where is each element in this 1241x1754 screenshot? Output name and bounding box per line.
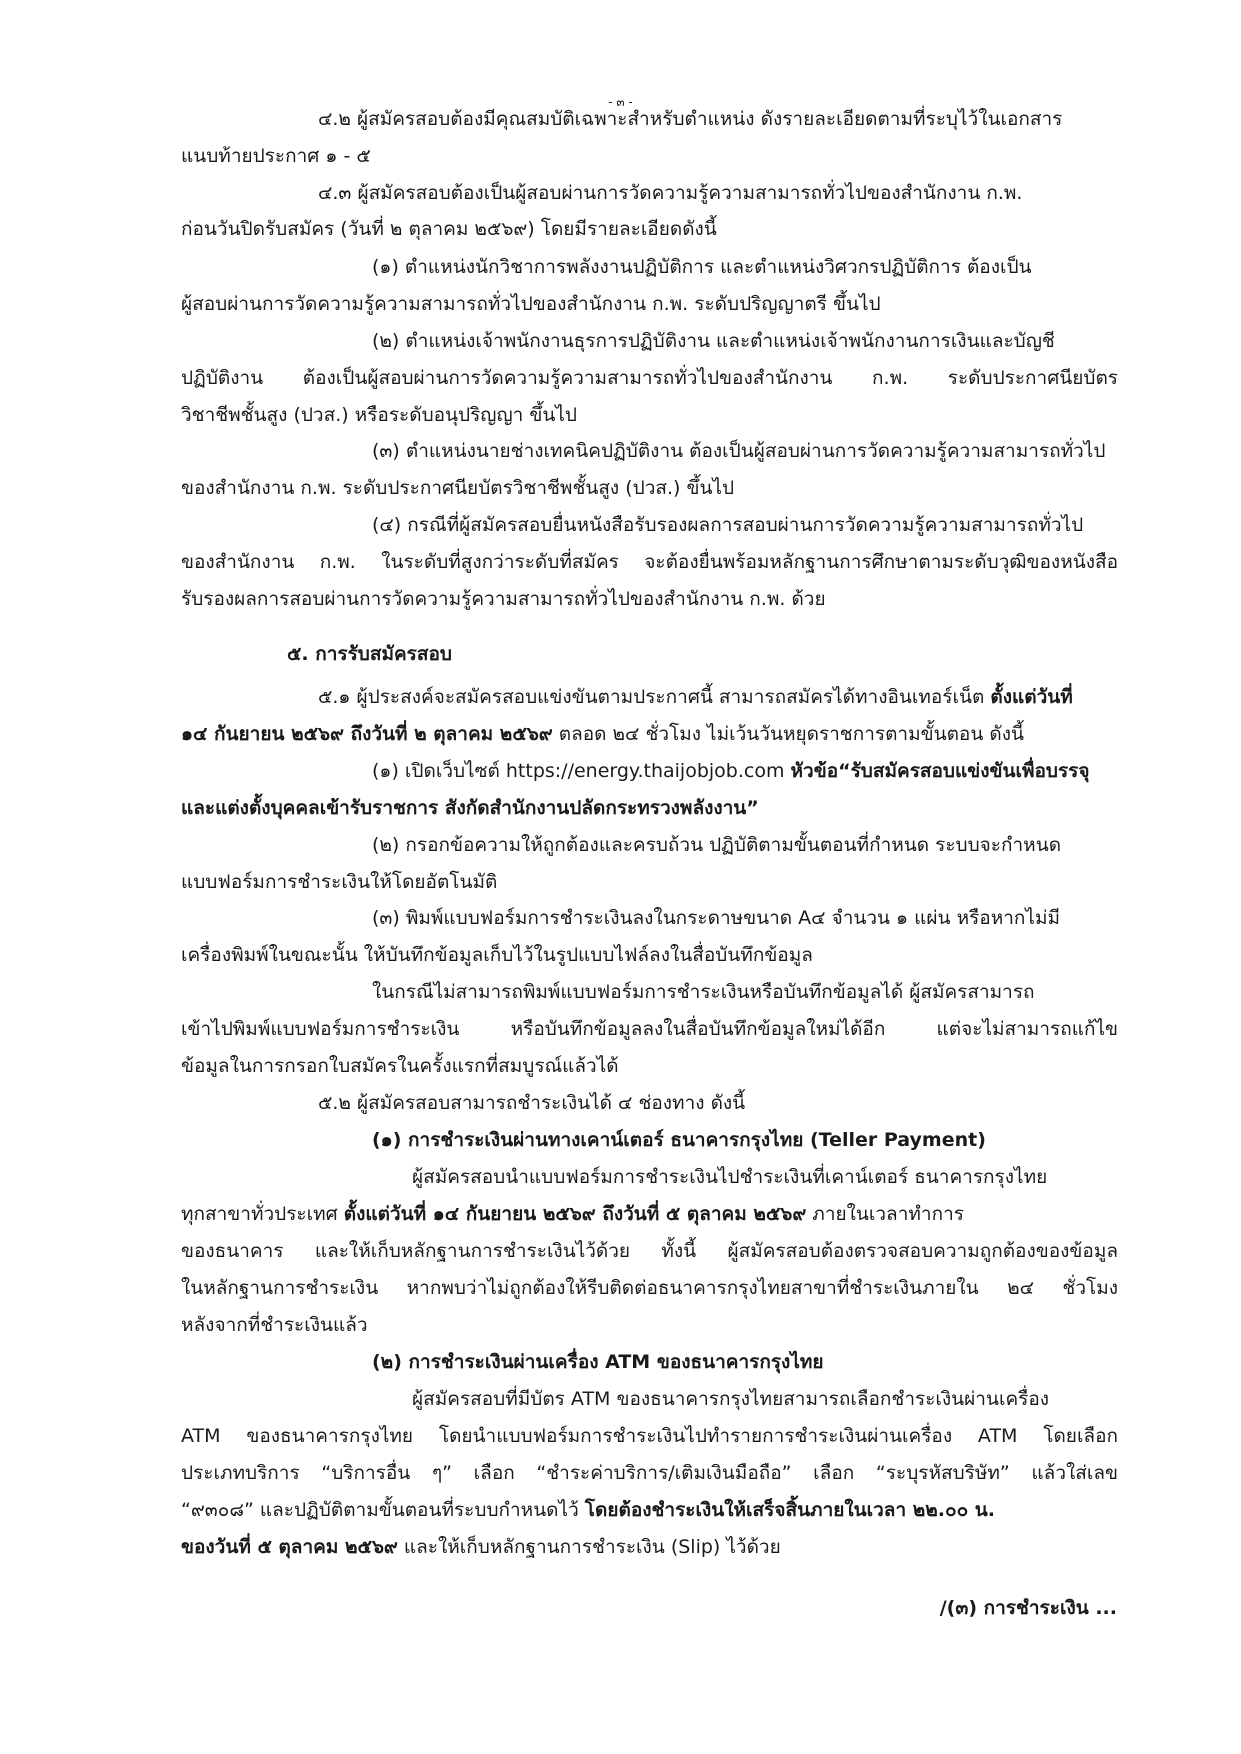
payment-atm-line2: ATM ของธนาคารกรุงไทย โดยนำแบบฟอร์มการชำระเงินไปทำรายการชำระเงินผ่านเครื่อง ATM โดยเลือก	[181, 1425, 1118, 1447]
item-4-3-3-line1: (๓) ตำแหน่งนายช่างเทคนิคปฏิบัติงาน ต้องเป็นผู้สอบผ่านการวัดความรู้ความสามารถทั่วไป	[372, 440, 1106, 462]
payment-atm-line1: ผู้สมัครสอบที่มีบัตร ATM ของธนาคารกรุงไทยสามารถเลือกชำระเงินผ่านเครื่อง	[412, 1388, 1050, 1410]
paragraph-4-2-line1: ๔.๒ ผู้สมัครสอบต้องมีคุณสมบัติเฉพาะสำหรับตำแหน่ง ดังรายละเอียดตามที่ระบุไว้ในเอกสาร	[318, 108, 1063, 130]
paragraph-5-1-line2	[181, 720, 1024, 748]
note-line3: ข้อมูลในการกรอกใบสมัครในครั้งแรกที่สมบูรณ์แล้วได้	[181, 1055, 619, 1077]
item-4-3-2-line2: ปฏิบัติงาน ต้องเป็นผู้สอบผ่านการวัดความรู้ความสามารถทั่วไปของสำนักงาน ก.พ. ระดับประกาศนียบัตร	[181, 367, 1118, 389]
payment-atm-text: “๙๓๐๘” และปฏิบัติตามขั้นตอนที่ระบบกำหนดไว้	[181, 1499, 585, 1521]
page-number: - ๓ -	[608, 95, 633, 109]
item-5-1-3-line2: เครื่องพิมพ์ในขณะนั้น ให้บันทึกข้อมูลเก็บไว้ในรูปแบบไฟล์ลงในสื่อบันทึกข้อมูล	[181, 944, 813, 966]
item-5-1-2-line1: (๒) กรอกข้อความให้ถูกต้องและครบถ้วน ปฏิบัติตามขั้นตอนที่กำหนด ระบบจะกำหนด	[372, 834, 1062, 856]
continued-marker: /(๓) การชำระเงิน ...	[939, 1597, 1117, 1619]
payment-atm-line5	[181, 1533, 781, 1561]
paragraph-5-1-bold: ตั้งแต่วันที่	[990, 686, 1073, 708]
item-4-3-2-line3: วิชาชีพชั้นสูง (ปวส.) หรือระดับอนุปริญญา ขึ้นไป	[181, 404, 577, 426]
paragraph-5-1-rest: ตลอด ๒๔ ชั่วโมง ไม่เว้นวันหยุดราชการตามขั้นตอน ดังนี้	[552, 723, 1024, 745]
note-line2: เข้าไปพิมพ์แบบฟอร์มการชำระเงิน หรือบันทึกข้อมูลลงในสื่อบันทึกข้อมูลใหม่ได้อีก แต่จะไม่สามารถแก้ไข	[181, 1018, 1118, 1040]
payment-atm-line4	[181, 1496, 995, 1524]
item-4-3-1-line2: ผู้สอบผ่านการวัดความรู้ความสามารถทั่วไปของสำนักงาน ก.พ. ระดับปริญญาตรี ขึ้นไป	[181, 293, 881, 315]
paragraph-5-2: ๕.๒ ผู้สมัครสอบสามารถชำระเงินได้ ๔ ช่องทาง ดังนี้	[318, 1092, 746, 1114]
item-5-1-1-line1	[372, 757, 1090, 785]
item-4-3-3-line2: ของสำนักงาน ก.พ. ระดับประกาศนียบัตรวิชาชีพชั้นสูง (ปวส.) ขึ้นไป	[181, 477, 735, 499]
paragraph-4-3-line2: ก่อนวันปิดรับสมัคร (วันที่ ๒ ตุลาคม ๒๕๖๙) โดยมีรายละเอียดดังนี้	[181, 218, 717, 240]
item-5-1-1-text: (๑) เปิดเว็บไซต์ https://energy.thaijobjob.com	[372, 760, 791, 782]
payment-teller-text: ทุกสาขาทั่วประเทศ	[181, 1203, 344, 1225]
payment-teller-line3: ของธนาคาร และให้เก็บหลักฐานการชำระเงินไว้ด้วย ทั้งนี้ ผู้สมัครสอบต้องตรวจสอบความถูกต้องของข้อมูล	[181, 1240, 1118, 1262]
payment-teller-rest: ภายในเวลาทำการ	[806, 1203, 964, 1225]
payment-teller-dates: ตั้งแต่วันที่ ๑๔ กันยายน ๒๕๖๙ ถึงวันที่ ๕ ตุลาคม ๒๕๖๙	[343, 1203, 807, 1225]
payment-teller-line4: ในหลักฐานการชำระเงิน หากพบว่าไม่ถูกต้องให้รีบติดต่อธนาคารกรุงไทยสาขาที่ชำระเงินภายใน ๒๔ ชั่วโมง	[181, 1277, 1118, 1299]
payment-teller-line1: ผู้สมัครสอบนำแบบฟอร์มการชำระเงินไปชำระเงินที่เคาน์เตอร์ ธนาคารกรุงไทย	[412, 1166, 1048, 1188]
item-5-1-3-line1: (๓) พิมพ์แบบฟอร์มการชำระเงินลงในกระดาษขนาด A๔ จำนวน ๑ แผ่น หรือหากไม่มี	[372, 907, 1061, 929]
payment-teller-heading: (๑) การชำระเงินผ่านทางเคาน์เตอร์ ธนาคารกรุงไทย (Teller Payment)	[372, 1129, 986, 1151]
item-4-3-2-line1: (๒) ตำแหน่งเจ้าพนักงานธุรการปฏิบัติงาน และตำแหน่งเจ้าพนักงานการเงินและบัญชี	[372, 330, 1055, 352]
payment-teller-line5: หลังจากที่ชำระเงินแล้ว	[181, 1314, 368, 1336]
paragraph-4-3-line1: ๔.๓ ผู้สมัครสอบต้องเป็นผู้สอบผ่านการวัดความรู้ความสามารถทั่วไปของสำนักงาน ก.พ.	[318, 182, 1023, 204]
item-4-3-4-line1: (๔) กรณีที่ผู้สมัครสอบยื่นหนังสือรับรองผลการสอบผ่านการวัดความรู้ความสามารถทั่วไป	[372, 514, 1084, 536]
payment-atm-date: ของวันที่ ๕ ตุลาคม ๒๕๖๙	[181, 1536, 398, 1558]
payment-atm-bold: โดยต้องชำระเงินให้เสร็จสิ้นภายในเวลา ๒๒.๐๐ น.	[584, 1499, 996, 1521]
item-5-1-1-line2: และแต่งตั้งบุคคลเข้ารับราชการ สังกัดสำนักงานปลัดกระทรวงพลังงาน”	[181, 797, 759, 819]
item-4-3-4-line2: ของสำนักงาน ก.พ. ในระดับที่สูงกว่าระดับที่สมัคร จะต้องยื่นพร้อมหลักฐานการศึกษาตามระดับวุฒิของหนังสือ	[181, 551, 1118, 573]
paragraph-4-2-line2: แนบท้ายประกาศ ๑ - ๕	[181, 145, 371, 167]
item-5-1-2-line2: แบบฟอร์มการชำระเงินให้โดยอัตโนมัติ	[181, 871, 498, 893]
note-line1: ในกรณีไม่สามารถพิมพ์แบบฟอร์มการชำระเงินหรือบันทึกข้อมูลได้ ผู้สมัครสามารถ	[372, 981, 1035, 1003]
paragraph-5-1-text: ๕.๑ ผู้ประสงค์จะสมัครสอบแข่งขันตามประกาศนี้ สามารถสมัครได้ทางอินเทอร์เน็ต	[318, 686, 991, 708]
item-5-1-1-bold: หัวข้อ“รับสมัครสอบแข่งขันเพื่อบรรจุ	[790, 760, 1090, 782]
payment-atm-heading: (๒) การชำระเงินผ่านเครื่อง ATM ของธนาคารกรุงไทย	[372, 1351, 824, 1373]
payment-atm-line3: ประเภทบริการ “บริการอื่น ๆ” เลือก “ชำระค่าบริการ/เติมเงินมือถือ” เลือก “ระบุรหัสบริษัท” แล้วใส่เลข	[181, 1462, 1118, 1484]
item-4-3-4-line3: รับรองผลการสอบผ่านการวัดความรู้ความสามารถทั่วไปของสำนักงาน ก.พ. ด้วย	[181, 588, 826, 610]
paragraph-5-1-dates: ๑๔ กันยายน ๒๕๖๙ ถึงวันที่ ๒ ตุลาคม ๒๕๖๙	[181, 723, 553, 745]
section-5-heading: ๕. การรับสมัครสอบ	[287, 643, 452, 665]
paragraph-5-1-line1	[318, 683, 1073, 711]
payment-atm-rest: และให้เก็บหลักฐานการชำระเงิน (Slip) ไว้ด้วย	[397, 1536, 781, 1558]
item-4-3-1-line1: (๑) ตำแหน่งนักวิชาการพลังงานปฏิบัติการ และตำแหน่งวิศวกรปฏิบัติการ ต้องเป็น	[372, 256, 1032, 278]
payment-teller-line2	[181, 1200, 964, 1228]
